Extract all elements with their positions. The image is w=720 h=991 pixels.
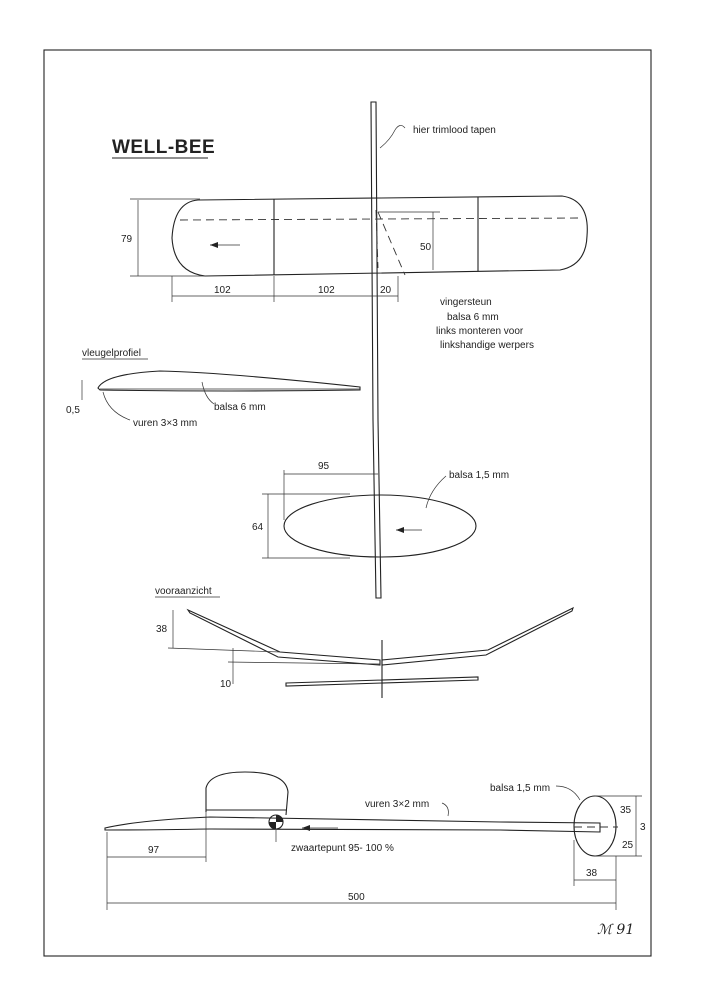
drawing-title: WELL-BEE (112, 137, 216, 158)
side-spruce-note: vuren 3×2 mm (365, 799, 430, 810)
trim-note: hier trimlood tapen (413, 125, 496, 136)
side-balsa-note: balsa 1,5 mm (490, 783, 551, 794)
side-fin (574, 796, 616, 856)
dim-79-label: 79 (121, 234, 133, 245)
finger-note-2: balsa 6 mm (447, 312, 499, 323)
side-fin-35-label: 35 (620, 805, 632, 816)
profile-label: vleugelprofiel (82, 348, 141, 359)
dim-20-label: 20 (380, 285, 392, 296)
arrow-wing-head (210, 242, 218, 248)
side-dim-97-label: 97 (148, 845, 160, 856)
front-wing-right (382, 608, 573, 665)
side-fin-38-label: 38 (586, 868, 598, 879)
side-arrow-head (302, 825, 310, 831)
cg-fill-2 (269, 822, 276, 829)
dim-102b-label: 102 (318, 285, 335, 296)
stab-dim-64-label: 64 (252, 522, 264, 533)
cg-fill-1 (276, 815, 283, 822)
profile-spruce-leader (103, 392, 130, 420)
side-wing-pylon (206, 772, 288, 815)
stab-balsa-leader (426, 476, 446, 508)
top-view (121, 102, 587, 598)
profile-view (66, 348, 360, 429)
profile-balsa-leader (202, 382, 214, 404)
front-label: vooraanzicht (155, 586, 212, 597)
stab-dim-95-label: 95 (318, 461, 330, 472)
profile-balsa-note: balsa 6 mm (214, 402, 266, 413)
drawing-border (44, 50, 651, 956)
stab-balsa-note: balsa 1,5 mm (449, 470, 510, 481)
wing-outline (172, 196, 587, 276)
stab-arrow-head (396, 527, 404, 533)
side-fuselage (105, 817, 600, 832)
side-view (105, 772, 646, 910)
side-fin-3-label: 3 (640, 822, 646, 833)
finger-rest (376, 210, 405, 275)
wing-centerline (180, 218, 580, 220)
front-dim-10-label: 10 (220, 679, 232, 690)
side-fin-25-label: 25 (622, 840, 634, 851)
side-spruce-leader (442, 803, 448, 816)
front-dim-38-label: 38 (156, 624, 168, 635)
profile-spruce-note: vuren 3×3 mm (133, 418, 198, 429)
front-view (155, 586, 573, 698)
finger-note-1: vingersteun (440, 297, 492, 308)
profile-thick-label: 0,5 (66, 405, 80, 416)
fuselage-top (371, 102, 381, 598)
side-balsa-leader (556, 786, 580, 800)
finger-note-4: linkshandige werpers (440, 340, 534, 351)
dim-50-label: 50 (420, 242, 432, 253)
finger-note-3: links monteren voor (436, 326, 524, 337)
side-dim-500-label: 500 (348, 892, 365, 903)
side-cg-note: zwaartepunt 95- 100 % (291, 843, 394, 854)
signature: ℳ 91 (597, 922, 635, 938)
front-wing-left (188, 610, 380, 665)
dim-102a-label: 102 (214, 285, 231, 296)
wing-profile (98, 371, 360, 391)
trim-leader (380, 125, 405, 148)
